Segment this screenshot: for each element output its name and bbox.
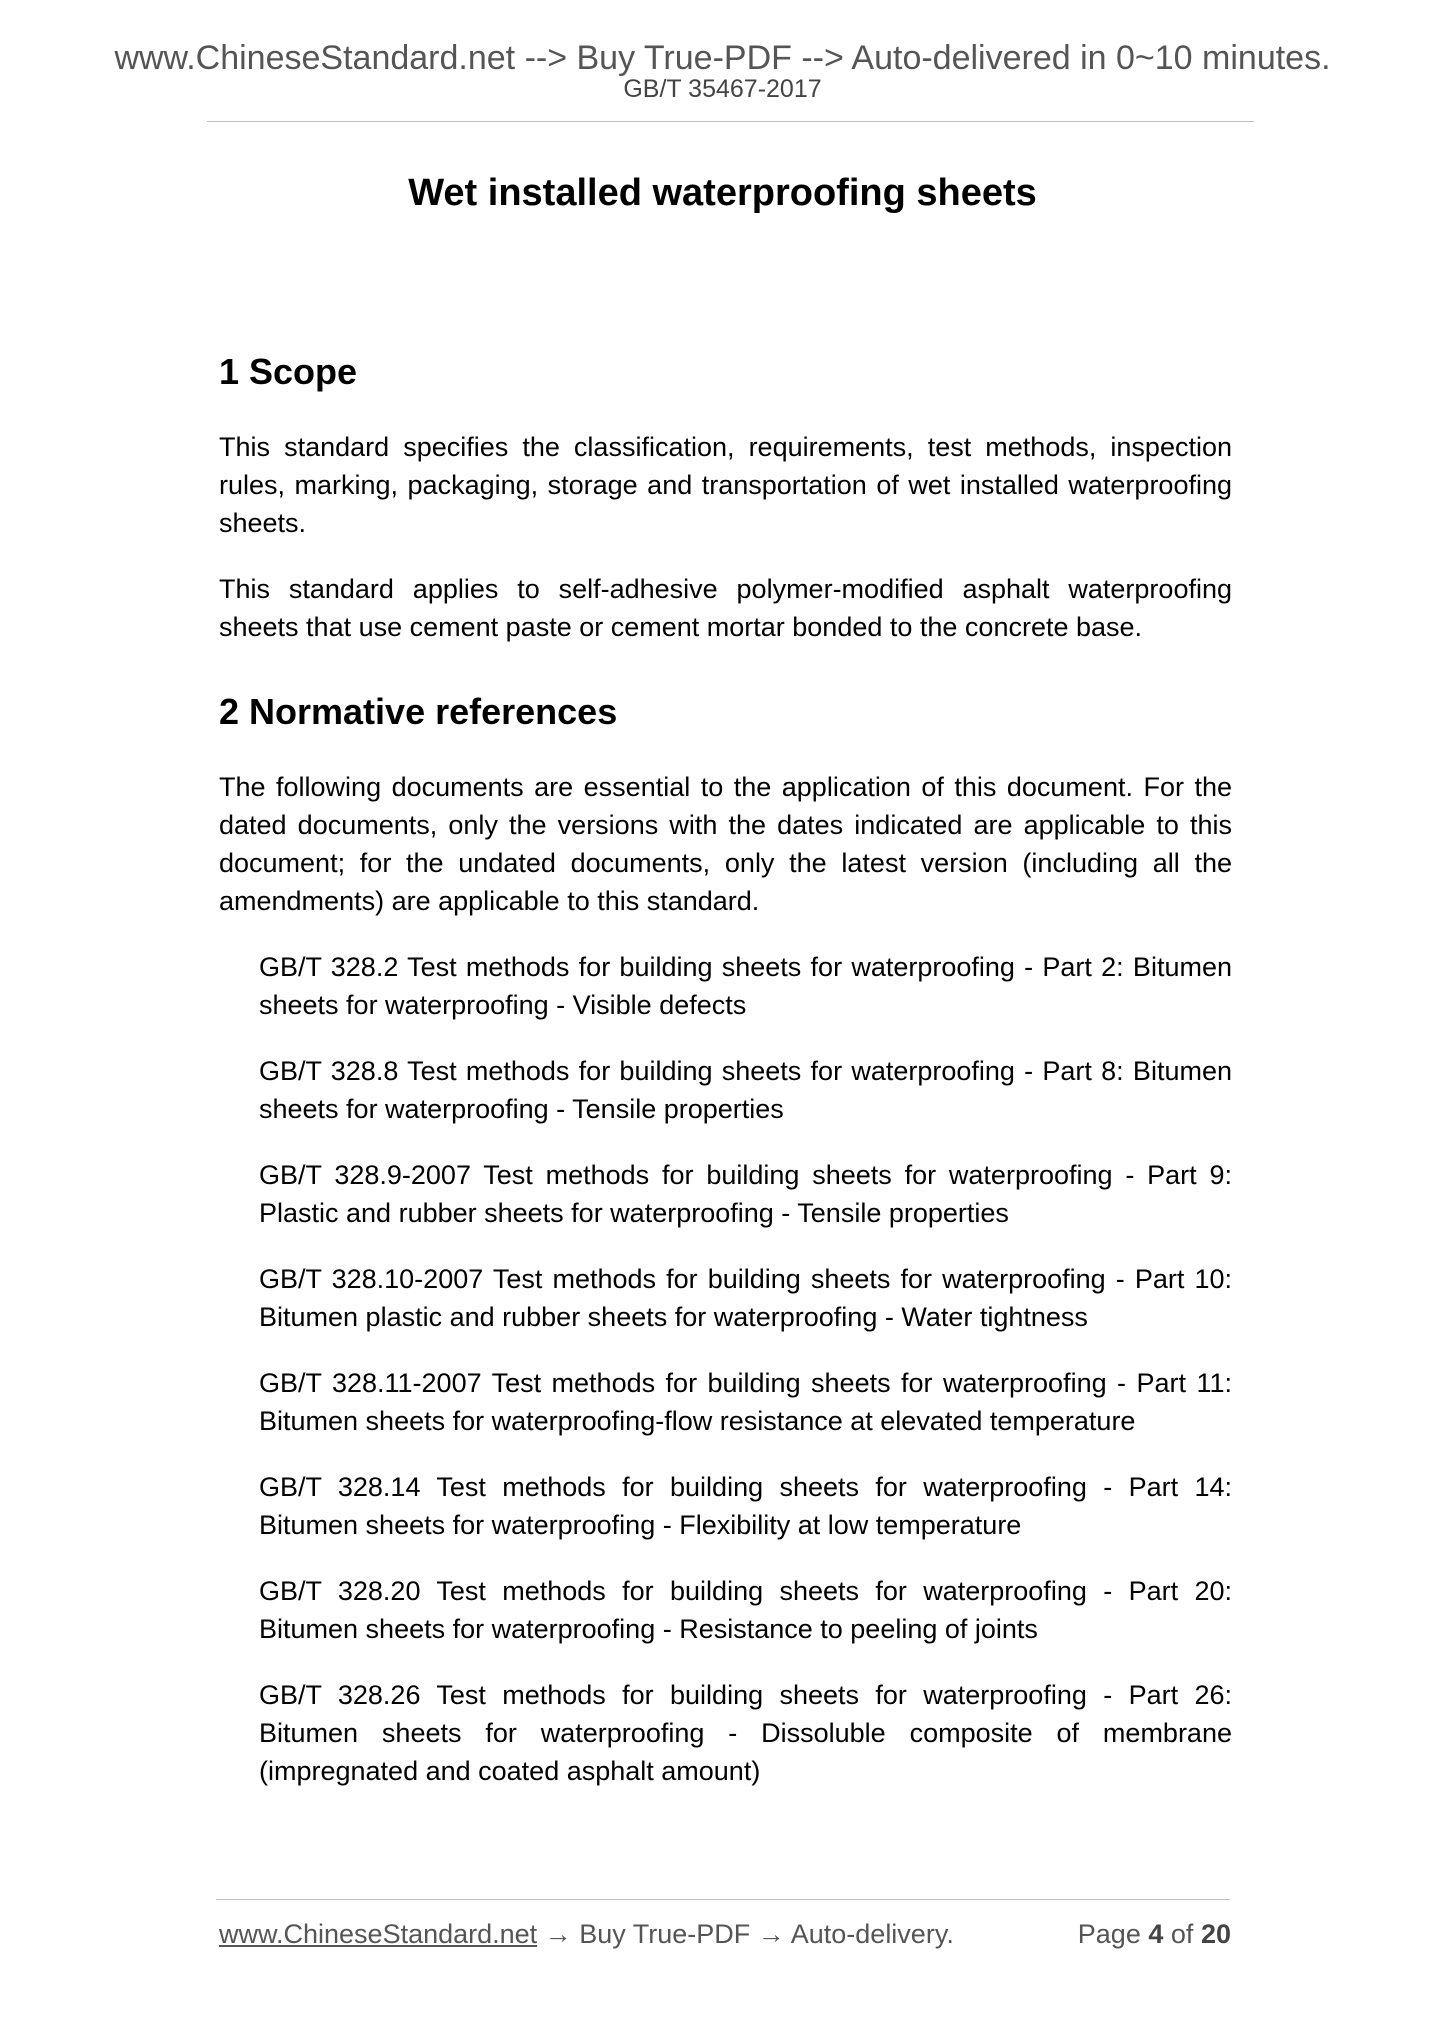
section-heading-scope: 1 Scope [219,351,358,392]
reference-item: GB/T 328.8 Test methods for building sheets for waterproofing - Part 8: Bitumen sheets for waterproofing - Tensile properties [259,1056,1232,1124]
footer-tagline: → Buy True-PDF → Auto-delivery. [537,1919,954,1949]
footer-divider [216,1899,1230,1900]
total-pages-number: 20 [1200,1919,1231,1949]
reference-item: GB/T 328.9-2007 Test methods for building sheets for waterproofing - Part 9: Plastic and rubber sheets for waterproofing - Tensile properties [259,1160,1232,1228]
document-title: Wet installed waterproofing sheets [408,172,1037,214]
standard-code: GB/T 35467-2017 [623,75,822,103]
page-label: Page [1077,1919,1141,1949]
reference-item: GB/T 328.2 Test methods for building sheets for waterproofing - Part 2: Bitumen sheets for waterproofing - Visible defects [259,952,1232,1020]
page-indicator [1078,1917,1231,1951]
reference-item: GB/T 328.26 Test methods for building sheets for waterproofing - Part 26: Bitumen sheets for waterproofing - Dissoluble composite of membrane (impregnated and coated asphalt amount) [259,1680,1232,1786]
page-footer [219,1917,1231,1951]
header-divider [207,121,1254,122]
scope-paragraph: This standard specifies the classification, requirements, test methods, inspection rules, marking, packaging, storage and transportation of wet installed waterproofing sheets. [219,432,1232,538]
footer-site-link[interactable]: www.ChineseStandard.net [219,1919,538,1949]
reference-item: GB/T 328.11-2007 Test methods for building sheets for waterproofing - Part 11: Bitumen sheets for waterproofing-flow resistance at elevated temperature [259,1368,1232,1436]
current-page-number: 4 [1148,1919,1164,1949]
of-label: of [1170,1919,1194,1949]
scope-paragraph: This standard applies to self-adhesive polymer-modified asphalt waterproofing sheets that use cement paste or cement mortar bonded to the concrete base. [219,574,1232,642]
reference-item: GB/T 328.10-2007 Test methods for building sheets for waterproofing - Part 10: Bitumen plastic and rubber sheets for waterproofing - Water tightness [259,1264,1232,1332]
normative-intro-paragraph: The following documents are essential to the application of this document. For the dated documents, only the versions with the dates indicated are applicable to this document; for the undated documents, only the latest version (including all the amendments) are applicable to this standard. [219,772,1232,916]
reference-item: GB/T 328.20 Test methods for building sheets for waterproofing - Part 20: Bitumen sheets for waterproofing - Resistance to peeling of joints [259,1576,1232,1644]
reference-item: GB/T 328.14 Test methods for building sheets for waterproofing - Part 14: Bitumen sheets for waterproofing - Flexibility at low temperature [259,1472,1232,1540]
section-heading-normative-references: 2 Normative references [219,691,618,732]
top-banner: www.ChineseStandard.net --> Buy True-PDF --> Auto-delivered in 0~10 minutes. [114,39,1331,77]
document-body [219,350,1232,1818]
